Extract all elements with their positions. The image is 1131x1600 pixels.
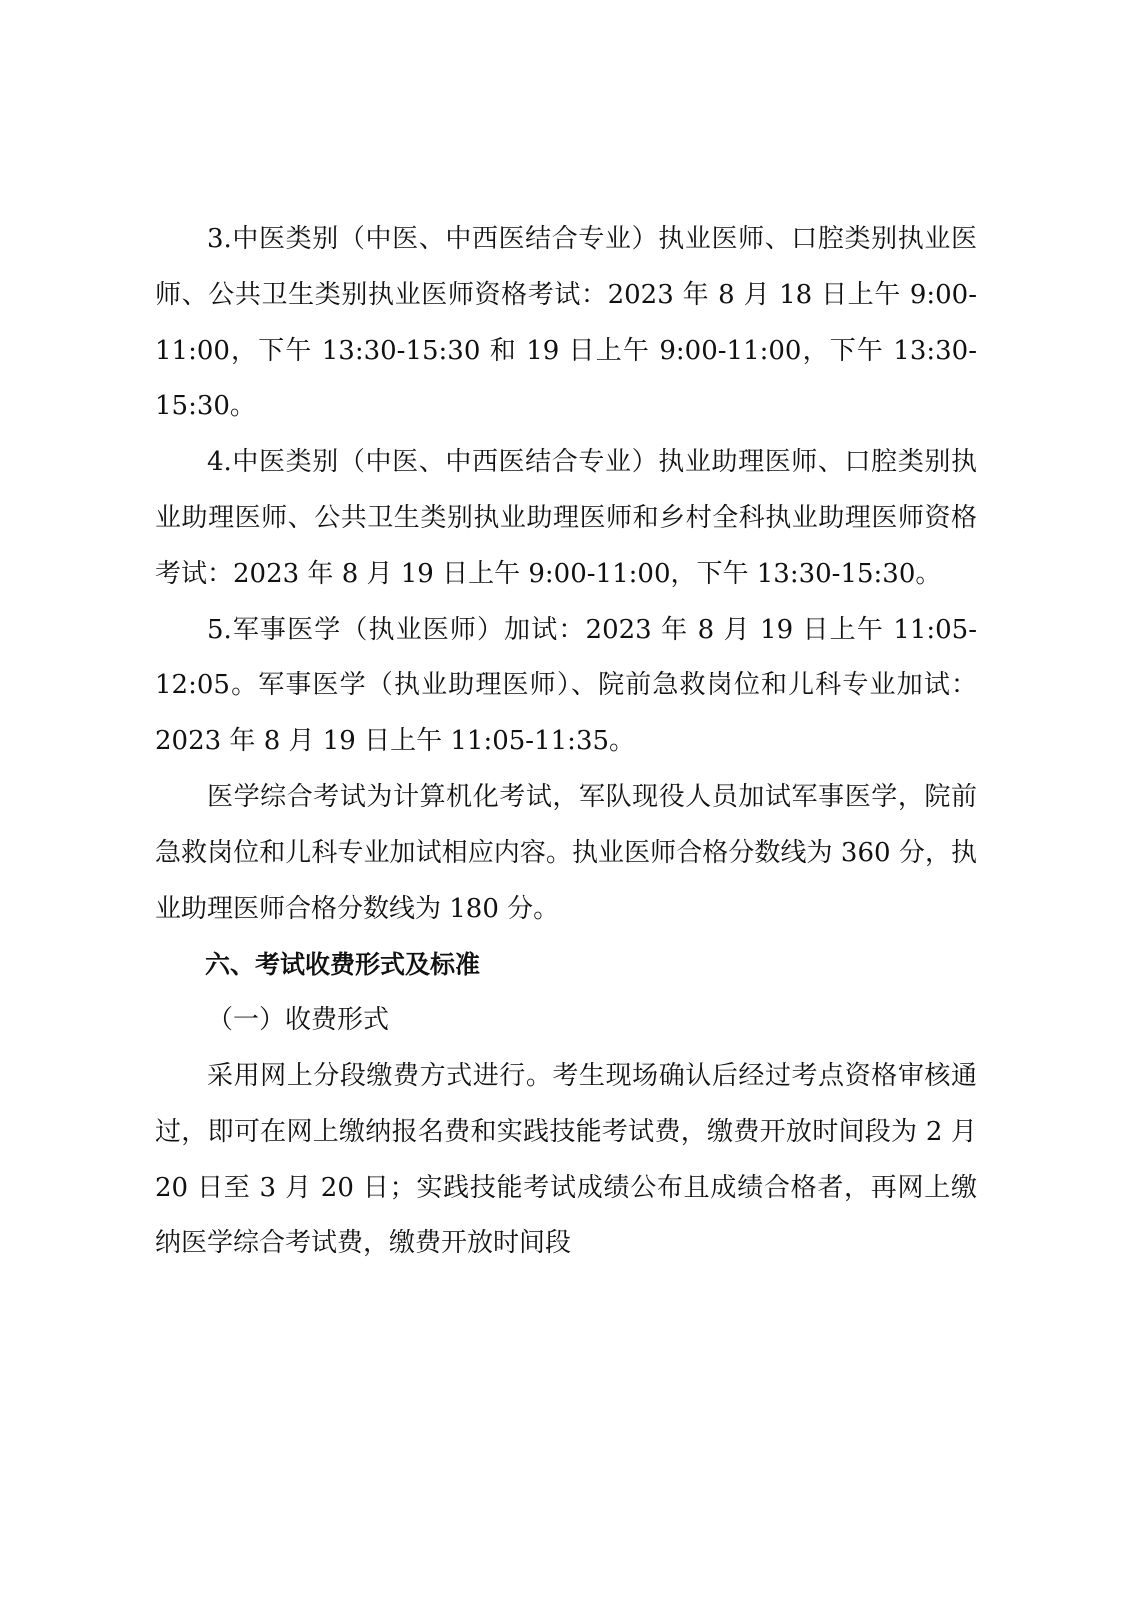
paragraph-item-4-exam-schedule: 4.中医类别（中医、中西医结合专业）执业助理医师、口腔类别执业助理医师、公共卫生类别执业助理医师和乡村全科执业助理医师资格考试：2023 年 8 月 19 日上午 9:00-11:00，下午 13:30-15:30。: [155, 447, 977, 589]
subsection-heading-fee-form: （一）收费形式: [207, 1005, 390, 1036]
paragraph-exam-format-and-pass-scores: 医学综合考试为计算机化考试，军队现役人员加试军事医学，院前急救岗位和儿科专业加试相应内容。执业医师合格分数线为 360 分，执业助理医师合格分数线为 180 分。: [155, 781, 977, 924]
paragraph-item-5-additional-exam: 5.军事医学（执业医师）加试：2023 年 8 月 19 日上午 11:05-12:05。军事医学（执业助理医师）、院前急救岗位和儿科专业加试：2023 年 8 月 19 日上午 11:05-11:35。: [155, 614, 977, 757]
paragraph-item-3-exam-schedule: 3.中医类别（中医、中西医结合专业）执业医师、口腔类别执业医师、公共卫生类别执业医师资格考试：2023 年 8 月 18 日上午 9:00-11:00，下午 13:30-15:30 和 19 日上午 9:00-11:00，下午 13:30-15:30。: [155, 224, 977, 422]
section-heading-fees: 六、考试收费形式及标准: [205, 950, 481, 980]
document-body: [155, 212, 977, 1272]
paragraph-fee-payment: 采用网上分段缴费方式进行。考生现场确认后经过考点资格审核通过，即可在网上缴纳报名费和实践技能考试费，缴费开放时间段为 2 月 20 日至 3 月 20 日；实践技能考试成绩公布且成绩合格者，再网上缴纳医学综合考试费，缴费开放时间段: [155, 1060, 977, 1259]
